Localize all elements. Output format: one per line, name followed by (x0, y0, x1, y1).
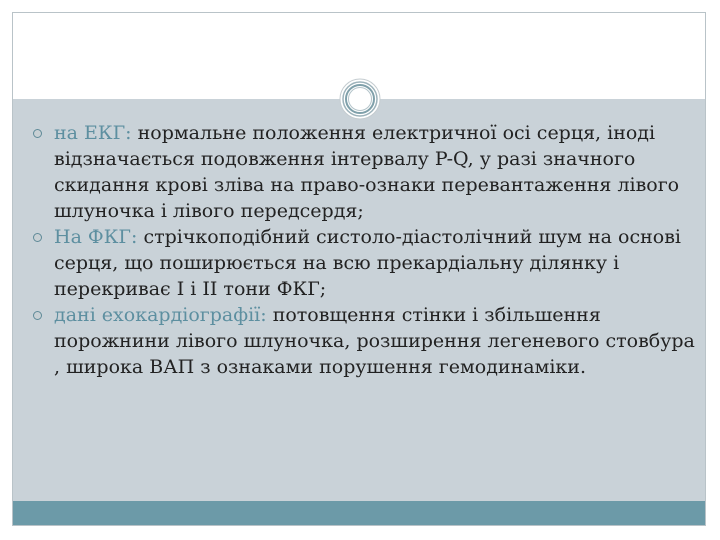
bullet-icon (33, 233, 42, 242)
bullet-text: потовщення стінки і збільшення порожнини лівого шлуночка, розширення легеневого стовбура , широка ВАП з ознаками порушення гемодинаміки. (54, 304, 695, 378)
bullet-item-fkg (32, 224, 700, 302)
bullet-text: стрічкоподібний систоло-діастолічний шум на основі серця, що поширюється на всю прекардіальну ділянку і перекриває І і ІІ тони ФКГ; (54, 226, 681, 300)
bullet-icon (33, 129, 42, 138)
bullet-icon (33, 311, 42, 320)
bullet-label: На ФКГ: (54, 226, 138, 248)
bullet-list (32, 120, 700, 380)
bullet-label: на ЕКГ: (54, 122, 132, 144)
bullet-item-ekg (32, 120, 700, 224)
bullet-item-echo (32, 302, 700, 380)
bullet-label: дані ехокардіографії: (54, 304, 267, 326)
ring-ornament-icon (339, 78, 381, 120)
bullet-text: нормальне положення електричної осі серця, іноді відзначається подовження інтервалу P-Q, у разі значного скидання крові зліва на право-ознаки перевантаження лівого шлуночка і лівого передсердя; (54, 122, 680, 222)
